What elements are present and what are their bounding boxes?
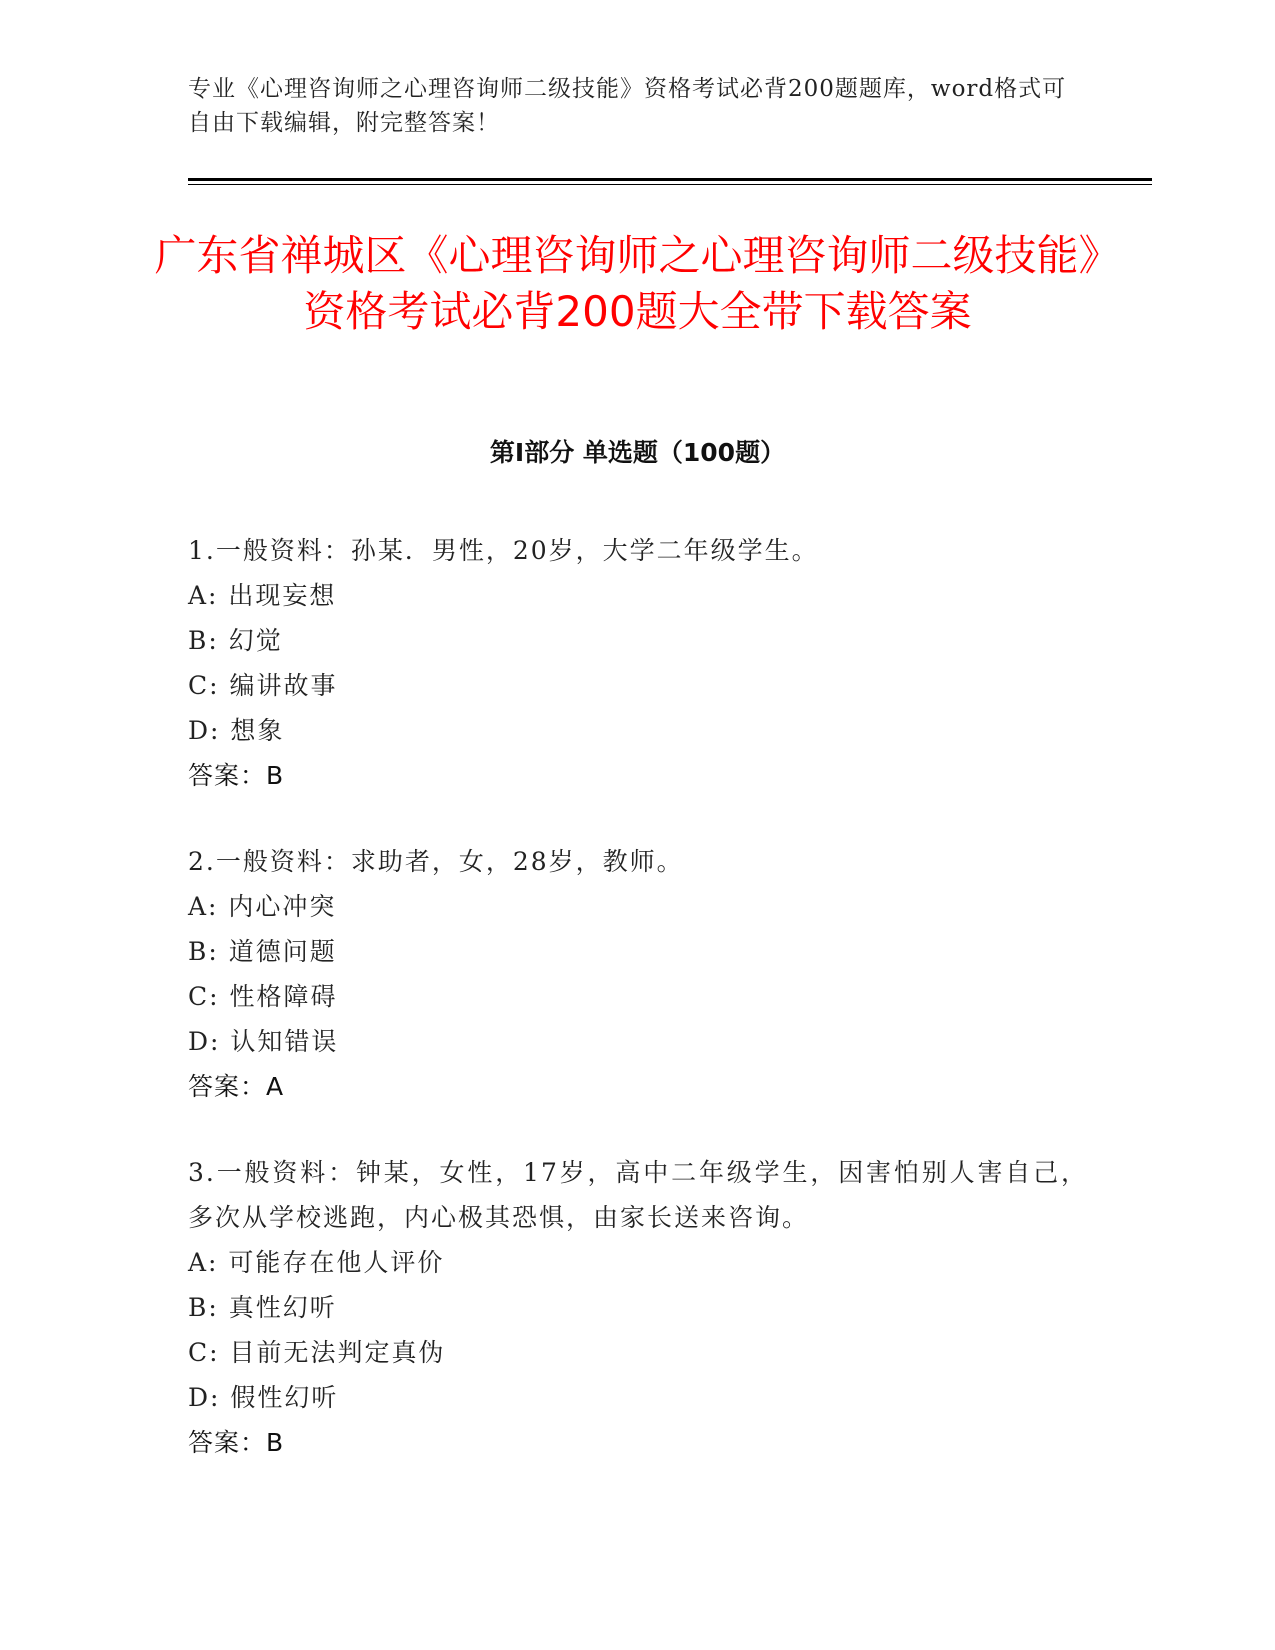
option-d: D: 想象 (188, 716, 285, 745)
answer-text: 答案：A (188, 1072, 285, 1101)
answer-text: 答案：B (188, 1428, 285, 1457)
option-a: A: 内心冲突 (188, 892, 337, 921)
question-stem: 2.一般资料：求助者，女，28岁，教师。 (188, 847, 684, 876)
option-d: D: 认知错误 (188, 1027, 339, 1056)
question-stem: 3.一般资料：钟某，女性，17岁，高中二年级学生，因害怕别人害自己，多次从学校逃跑，内心极其恐惧，由家长送来咨询。 (188, 1158, 1088, 1232)
option-b: B: 道德问题 (188, 937, 337, 966)
option-b: B: 幻觉 (188, 626, 283, 655)
question-stem: 1.一般资料：孙某．男性，20岁，大学二年级学生。 (188, 536, 819, 565)
answer-text: 答案：B (188, 761, 285, 790)
header-divider-thick (188, 178, 1152, 181)
header-divider-thin (188, 184, 1152, 185)
option-c: C: 编讲故事 (188, 671, 338, 700)
option-b: B: 真性幻听 (188, 1293, 337, 1322)
option-c: C: 目前无法判定真伪 (188, 1338, 446, 1367)
option-a: A: 可能存在他人评价 (188, 1248, 445, 1277)
question-list (188, 528, 1088, 1506)
header-note: 专业《心理咨询师之心理咨询师二级技能》资格考试必背200题题库，word格式可自由下载编辑，附完整答案！ (188, 76, 1067, 136)
question-1 (188, 528, 1088, 798)
option-d: D: 假性幻听 (188, 1383, 339, 1412)
document-title: 广东省禅城区《心理咨询师之心理咨询师二级技能》资格考试必背200题大全带下载答案 (154, 231, 1121, 336)
section-title: 第I部分 单选题（100题） (489, 438, 786, 467)
option-c: C: 性格障碍 (188, 982, 338, 1011)
question-2 (188, 839, 1088, 1109)
option-a: A: 出现妄想 (188, 581, 337, 610)
question-3 (188, 1150, 1088, 1465)
